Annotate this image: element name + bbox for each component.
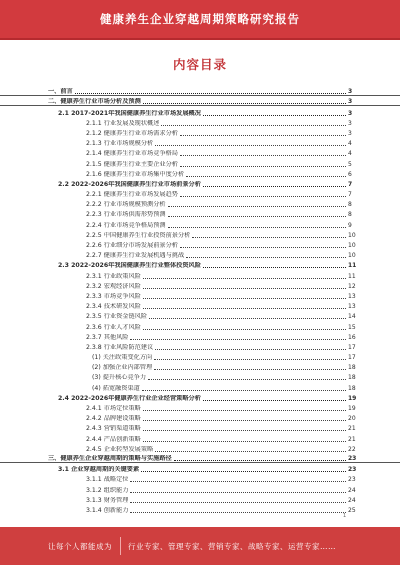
toc-entry-page-number: 11 (348, 272, 356, 280)
toc-leader-dots (143, 298, 346, 299)
toc-entry-label: 2.3.7 其他风险 (86, 333, 129, 341)
toc-entry[interactable] (0, 483, 400, 493)
toc-leader-dots (155, 349, 346, 350)
toc-entry-label: 3.1.1 战略定位 (86, 476, 129, 484)
toc-entry-page-number: 23 (348, 476, 356, 484)
toc-entry[interactable] (0, 381, 400, 391)
toc-leader-dots (186, 176, 346, 177)
toc-leader-dots (142, 390, 346, 391)
toc-entry-page-number: 14 (348, 313, 356, 321)
toc-entry[interactable] (0, 463, 400, 473)
toc-entry-page-number: 22 (348, 445, 356, 453)
toc-entry-page-number: 5 (348, 160, 352, 168)
report-header (0, 0, 400, 38)
toc-leader-dots (154, 369, 346, 370)
toc-title: 内容目录 (172, 57, 227, 72)
toc-entry-label: 2.3.5 行业资金链风险 (86, 313, 148, 321)
toc-entry[interactable] (0, 392, 400, 402)
toc-leader-dots (130, 502, 346, 503)
toc-entry[interactable] (0, 412, 400, 422)
toc-entry[interactable] (0, 494, 400, 504)
toc-leader-dots (203, 267, 346, 268)
toc-entry-page-number: 7 (348, 191, 352, 199)
toc-entry-label: 二、健康养生行业市场分析及预测 (48, 98, 141, 106)
footer-divider (120, 537, 121, 555)
toc-entry-page-number: 3 (348, 98, 353, 106)
toc-leader-dots (143, 288, 346, 289)
toc-leader-dots (143, 441, 346, 442)
toc-leader-dots (143, 329, 346, 330)
toc-entry-page-number: 11 (348, 262, 357, 270)
toc-leader-dots (143, 430, 346, 431)
toc-entry-label: 2.4 2022-2026年健康养生行业企业经营策略分析 (58, 394, 201, 402)
toc-entry-label: 2.3.4 技术研发风险 (86, 303, 141, 311)
toc-entry[interactable] (0, 96, 400, 106)
toc-leader-dots (203, 186, 346, 187)
toc-leader-dots (180, 166, 346, 167)
toc-leader-dots (155, 145, 346, 146)
toc-leader-dots (174, 460, 346, 461)
toc-entry[interactable] (0, 127, 400, 137)
toc-entry[interactable] (0, 178, 400, 188)
toc-entry[interactable] (0, 453, 400, 463)
toc-entry[interactable] (0, 147, 400, 157)
toc-entry[interactable] (0, 106, 400, 116)
toc-entry-page-number: 19 (348, 405, 356, 412)
footer-tagline: 行业专家、管理专家、营销专家、战略专家、运营专家…… (128, 542, 336, 551)
toc-leader-dots (143, 278, 346, 279)
footer-banner (0, 527, 400, 565)
toc-entry-page-number: 13 (348, 303, 356, 311)
toc-leader-dots (161, 125, 346, 126)
toc-entry-label: 2.2.3 行业市场供需形势预测 (86, 211, 166, 219)
toc-entry-page-number: 17 (348, 343, 356, 351)
toc-entry-label: 2.4.4 产品创新策略 (86, 435, 141, 443)
toc-entry-page-number: 3 (348, 119, 352, 127)
toc-entry-page-number: 10 (348, 252, 356, 260)
toc-entry[interactable] (0, 86, 400, 96)
toc-entry-label: 2.3.1 行业政策风险 (86, 272, 141, 280)
toc-entry[interactable] (0, 341, 400, 351)
toc-entry[interactable] (0, 504, 400, 514)
toc-leader-dots (75, 93, 346, 94)
toc-entry-page-number: 23 (348, 466, 357, 474)
toc-entry-label: 2.1.1 行业发展及现状概述 (86, 119, 160, 127)
toc-entry[interactable] (0, 218, 400, 228)
toc-entry-label: (1) 关注政策变化方向 (92, 354, 153, 362)
toc-leader-dots (143, 420, 346, 421)
toc-entry-page-number: 9 (348, 221, 352, 229)
toc-entry[interactable] (0, 157, 400, 167)
toc-entry-page-number: 21 (348, 425, 356, 433)
toc-entry-page-number: 18 (348, 364, 356, 372)
toc-entry-label: (2) 加强企业内部管理 (92, 364, 153, 372)
toc-entry[interactable] (0, 371, 400, 381)
toc-entry-label: 2.2 2022-2026年我国健康养生行业市场前景分析 (58, 180, 201, 188)
toc-entry[interactable] (0, 269, 400, 279)
toc-entry[interactable] (0, 402, 400, 412)
toc-leader-dots (130, 492, 346, 493)
page-number: 1 (343, 513, 347, 519)
toc-entry-label: 2.4.5 企业转型发展策略 (86, 445, 154, 453)
toc-entry-page-number: 8 (348, 211, 352, 219)
toc-entry-label: 2.4.1 市场定位策略 (86, 405, 141, 412)
footer-slogan: 让每个人都能成为 (48, 542, 112, 551)
toc-leader-dots (180, 247, 346, 248)
toc-entry-label: 2.1 2017-2021年我国健康养生行业市场发展概况 (58, 109, 201, 117)
toc-entry-page-number: 15 (348, 323, 356, 331)
toc-entry-page-number: 21 (348, 435, 356, 443)
toc-entry[interactable] (0, 280, 400, 290)
toc-entry-label: 2.3.2 宏观经济风险 (86, 282, 141, 290)
toc-entry[interactable] (0, 117, 400, 127)
toc-entry[interactable] (0, 208, 400, 218)
toc-entry-page-number: 19 (348, 394, 357, 402)
toc-leader-dots (130, 339, 346, 340)
toc-entry-label: 3.1.4 创新能力 (86, 506, 129, 514)
toc-leader-dots (180, 135, 346, 136)
toc-leader-dots (168, 227, 346, 228)
toc-entry-label: (4) 拓宽融资渠道 (92, 384, 140, 392)
toc-entry-label: 三、健康养生企业穿越周期的策略与实施路径 (48, 454, 172, 462)
toc-entry-label: 2.1.2 健康养生行业市场需求分析 (86, 129, 178, 137)
toc-entry-label: 3.1 企业穿越周期的关键要素 (58, 466, 140, 474)
toc-entry-label: 2.2.6 行业细分市场发展前景分析 (86, 242, 178, 249)
toc-leader-dots (180, 196, 346, 197)
toc-leader-dots (130, 481, 346, 482)
toc-entry[interactable] (0, 249, 400, 259)
toc-entry-page-number: 20 (348, 415, 356, 423)
toc-entry[interactable] (0, 443, 400, 453)
toc-entry[interactable] (0, 198, 400, 208)
toc-entry-page-number: 25 (348, 506, 356, 514)
toc-entry-label: 2.2.2 行业市场规模预测分析 (86, 201, 166, 209)
toc-entry[interactable] (0, 361, 400, 371)
toc-entry-label: 2.2.5 中国健康养生行业投资前景分析 (86, 231, 191, 239)
toc-entry-page-number: 10 (348, 231, 356, 239)
toc-entry-page-number: 3 (348, 88, 353, 96)
toc-entry[interactable] (0, 137, 400, 147)
toc-entry[interactable] (0, 320, 400, 330)
toc-entry-page-number: 3 (348, 109, 353, 117)
toc-leader-dots (186, 257, 346, 258)
toc-leader-dots (203, 115, 346, 116)
toc-leader-dots (155, 451, 346, 452)
toc-entry-page-number: 4 (348, 150, 352, 158)
toc-entry-page-number: 18 (348, 374, 356, 382)
toc-entry-page-number: 16 (348, 333, 356, 341)
toc-leader-dots (143, 308, 346, 309)
toc-entry[interactable] (0, 168, 400, 178)
toc-leader-dots (148, 379, 346, 380)
toc-entry-label: 3.1.2 组织能力 (86, 486, 129, 494)
toc-entry-page-number: 24 (348, 486, 356, 494)
toc-leader-dots (168, 206, 346, 207)
toc-entry[interactable] (0, 351, 400, 361)
toc-leader-dots (203, 400, 346, 401)
toc-entry[interactable] (0, 259, 400, 269)
toc-entry[interactable] (0, 239, 400, 249)
toc-leader-dots (168, 216, 346, 217)
toc-entry-page-number: 4 (348, 140, 352, 148)
toc-entry-label: 3.1.3 财务管理 (86, 496, 129, 504)
toc-entry-label: 2.1.3 行业市场规模分析 (86, 140, 154, 148)
toc-entry-label: 2.3.3 市场竞争风险 (86, 292, 141, 300)
toc-entry-page-number: 23 (348, 454, 357, 462)
toc-leader-dots (143, 410, 346, 411)
toc-entry-page-number: 24 (348, 496, 356, 504)
toc-entry-label: 2.1.4 健康养生行业市场竞争格局 (86, 150, 178, 158)
toc-leader-dots (143, 103, 346, 104)
toc-leader-dots (192, 237, 346, 238)
toc-entry[interactable] (0, 432, 400, 442)
toc-entry-page-number: 12 (348, 282, 356, 290)
toc-entry-label: 2.1.6 健康养生行业市场集中度分析 (86, 170, 185, 178)
toc-entry-label: 2.1.5 健康养生行业主要企业分析 (86, 160, 178, 168)
toc-entry-label: 2.3.8 行业风险防范建议 (86, 343, 154, 351)
toc-entry[interactable] (0, 331, 400, 341)
toc-leader-dots (154, 359, 346, 360)
toc-leader-dots (141, 471, 346, 472)
toc-entry[interactable] (0, 188, 400, 198)
toc-leader-dots (180, 155, 346, 156)
toc-entry[interactable] (0, 422, 400, 432)
toc-entry-label: 2.3 2022-2026年我国健康养生行业整体投资风险 (58, 262, 201, 270)
toc-entry-page-number: 3 (348, 129, 352, 137)
report-title: 健康养生企业穿越周期策略研究报告 (100, 12, 300, 26)
toc-entry-label: 2.4.2 品牌建设策略 (86, 415, 141, 423)
toc-entry-page-number: 13 (348, 292, 356, 300)
header-divider (0, 38, 400, 40)
toc-entry[interactable] (0, 473, 400, 483)
toc-entry-page-number: 10 (348, 242, 356, 249)
toc-entry[interactable] (0, 229, 400, 239)
toc-entry-page-number: 7 (348, 180, 353, 188)
toc-entry-label: (3) 提升核心竞争力 (92, 374, 147, 382)
toc-entry-label: 2.2.7 健康养生行业发展机遇与挑战 (86, 252, 185, 260)
toc-entry-page-number: 6 (348, 170, 352, 178)
toc-leader-dots (130, 512, 346, 513)
toc-entry-label: 一、前言 (48, 88, 73, 96)
toc-entry[interactable] (0, 290, 400, 300)
toc-entry-page-number: 17 (348, 354, 356, 362)
toc-entry-page-number: 18 (348, 384, 356, 392)
toc-entry[interactable] (0, 300, 400, 310)
toc-entry-label: 2.2.4 行业市场竞争格局预测 (86, 221, 166, 229)
toc-entry[interactable] (0, 310, 400, 320)
toc-entry-label: 2.3.6 行业人才风险 (86, 323, 141, 331)
toc-entry-label: 2.4.3 营销渠道策略 (86, 425, 141, 433)
toc-leader-dots (149, 318, 346, 319)
toc-list (0, 86, 400, 514)
toc-entry-page-number: 8 (348, 201, 352, 209)
toc-entry-label: 2.2.1 健康养生行业市场发展趋势 (86, 191, 178, 199)
